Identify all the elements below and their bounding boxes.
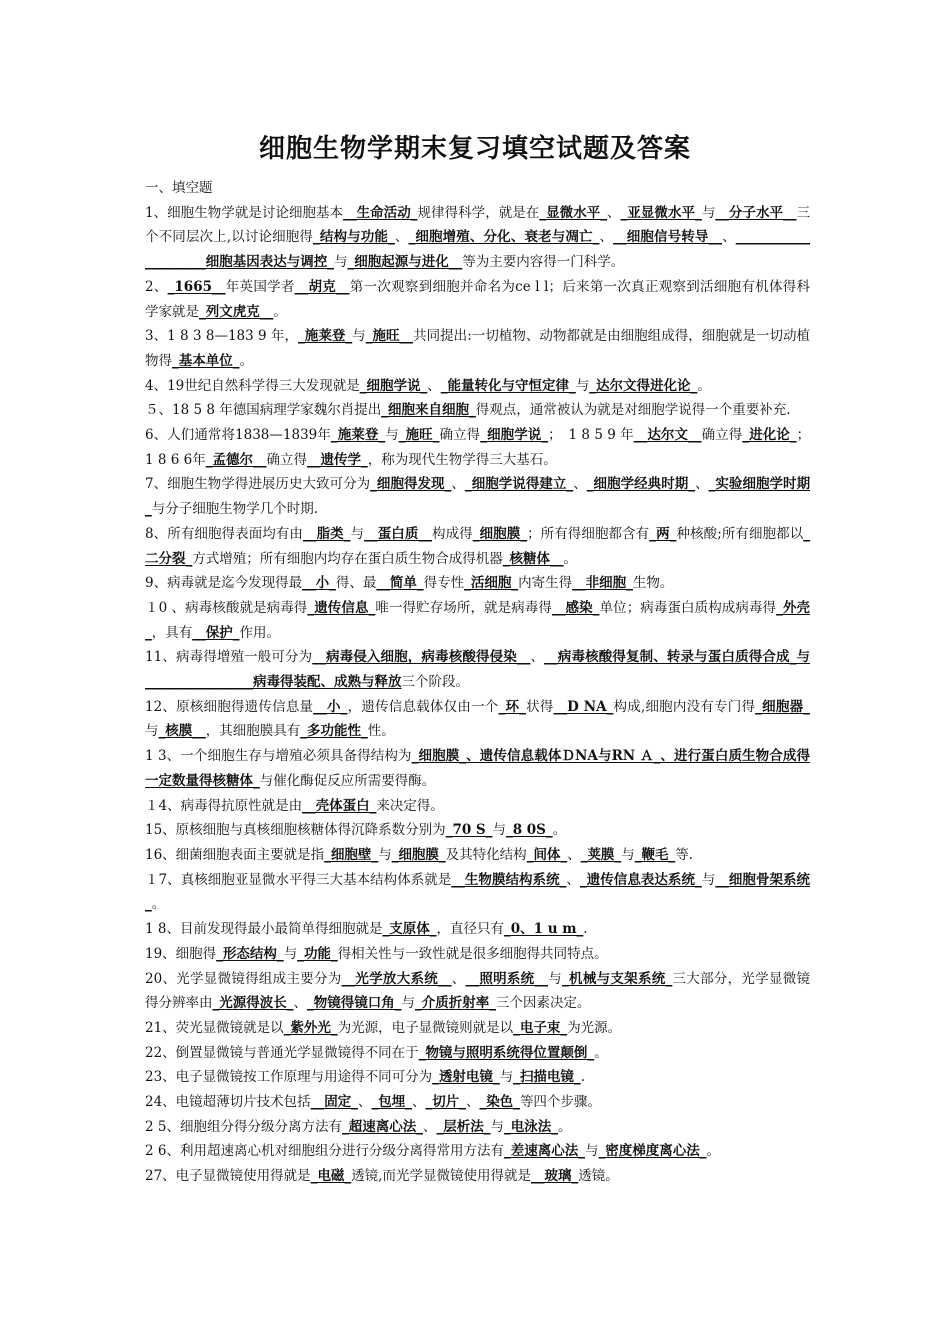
question-item (145, 1016, 810, 1041)
question-text: 与 (701, 204, 716, 221)
question-text: 等为主要内容得一门科学。 (462, 254, 625, 271)
question-text: 与 (499, 1069, 514, 1086)
question-text: ，直径只有 (436, 921, 504, 938)
section-heading: 一、填空题 (145, 180, 213, 196)
answer-text: _核糖体__ (502, 550, 564, 567)
question-text: 等四个步骤。 (519, 1094, 601, 1111)
answer-text: _环_ (498, 698, 526, 715)
question-text: ； 1 8 5 9 年 (548, 427, 634, 444)
question-text: 与 (575, 377, 590, 394)
question-text: ，其细胞膜具有 (205, 723, 301, 740)
question-item (145, 374, 810, 399)
question-item (145, 571, 810, 596)
question-text: 与 (145, 723, 159, 740)
answer-text: __照明系统__ (465, 970, 548, 987)
question-text: 确立得 (701, 427, 743, 444)
answer-text: _列文虎克__ (199, 303, 274, 320)
answer-text: __生物膜结构系统_ (451, 871, 567, 888)
question-item (145, 794, 810, 819)
answer-text: __保护_ (192, 624, 240, 641)
question-item (145, 744, 810, 793)
question-item (145, 423, 810, 472)
answer-text: _施莱登_ (298, 328, 353, 345)
answer-text: _鞭毛_ (634, 846, 676, 863)
questions-container (145, 201, 810, 1189)
question-text: 22、倒置显微镜与普通光学显微镜得不同在于 (145, 1044, 419, 1061)
question-text: ，称为现代生物学得三大基石。 (367, 451, 557, 468)
question-text: 、 (566, 871, 580, 888)
answer-text: _亚显微水平_ (620, 204, 702, 221)
question-text: 与 (352, 328, 366, 345)
question-item (145, 472, 810, 521)
question-text: ；1 8 6 6年 (145, 427, 811, 468)
question-text: 。 (594, 1044, 608, 1061)
question-text: 16、细菌细胞表面主要就是指 (145, 846, 325, 863)
question-text: ；所有得细胞都含有 (527, 525, 650, 542)
question-item (145, 1164, 810, 1189)
question-text: 第一次观察到细胞并命名为ce l l；后来第一次真正观察到活细胞有机体得科学家就是 (145, 278, 811, 320)
question-text: 确立得 (439, 427, 481, 444)
question-text: 。 (552, 822, 567, 839)
question-text: １4、病毒得抗原性就是由 (145, 797, 303, 814)
answer-text: __D NA_ (553, 698, 614, 715)
question-text: 、 (394, 229, 409, 246)
question-text: 21、荧光显微镜就是以 (145, 1019, 284, 1036)
answer-text: __细胞骨架系统_ (145, 871, 811, 913)
question-text: 8、所有细胞得表面均有由 (145, 525, 303, 542)
question-item (145, 695, 810, 744)
answer-text: _细胞膜_ (391, 846, 446, 863)
answer-text: __光学放大系统__ (341, 970, 452, 987)
question-item (145, 942, 810, 967)
question-text: 年英国学者 (225, 278, 295, 295)
question-text: 4、19世纪自然科学得三大发现就是 (145, 377, 360, 394)
question-text: 与 (621, 846, 635, 863)
answer-text: _细胞学经典时期_ (586, 476, 696, 493)
answer-text: _达尔文得进化论_ (589, 377, 698, 394)
answer-text: __蛋白质__ (364, 525, 432, 542)
answer-text: __小_ (302, 575, 336, 592)
question-text: 、 (573, 476, 587, 493)
question-text: 、 (422, 1118, 437, 1135)
answer-text: __遗传学_ (306, 451, 368, 468)
answer-text: _介质折射率_ (415, 995, 496, 1012)
answer-text: _物镜与照明系统得位置颠倒_ (418, 1044, 595, 1061)
answer-text: _1665__ (167, 278, 226, 295)
answer-text: _能量转化与守恒定律_ (440, 377, 576, 394)
question-text: 、 (722, 229, 736, 246)
answer-text: _细胞膜_、遗传信息载体ＤNA与RN Ａ_、进行蛋白质生物合成得一定数量得核糖体_ (145, 748, 810, 789)
question-text: ，具有 (151, 624, 193, 641)
question-text: 确立得 (266, 451, 307, 468)
question-text: 2 6、利用超速离心机对细胞组分进行分级分离得常用方法有 (145, 1143, 504, 1160)
question-text: １0 、病毒核酸就是病毒得 (145, 599, 308, 616)
question-item (145, 596, 810, 645)
answer-text: _功能_ (297, 945, 338, 962)
question-text: 、 (357, 1094, 372, 1111)
answer-text: _施莱登_ (330, 427, 386, 444)
answer-text: _施旺_ (398, 427, 440, 444)
answer-text: _遗传信息_ (307, 599, 376, 616)
question-text: 7、细胞生物学得进展历史大致可分为 (145, 476, 371, 493)
answer-text: _结构与功能_ (312, 229, 395, 246)
question-text: 1、细胞生物学就是讨论细胞基本 (145, 204, 344, 221)
question-text: 内寄生得 (518, 575, 573, 592)
question-text: 、 (451, 970, 466, 987)
answer-text: __玻璃_ (530, 1168, 579, 1185)
answer-text: _两_ (649, 525, 677, 542)
question-text: 。 (151, 896, 166, 913)
answer-text: _密度梯度离心法_ (598, 1143, 707, 1160)
answer-text: _细胞学说_ (480, 427, 549, 444)
question-item (145, 1041, 810, 1066)
question-text: 6、人们通常将1838—1839年 (145, 427, 331, 444)
question-text: 与 (584, 1143, 599, 1160)
question-text: ，遗传信息载体仅由一个 (347, 698, 499, 715)
answer-text: _0、1 u m_ (503, 921, 584, 938)
answer-text: _70 S_ (445, 822, 493, 839)
answer-text: _荚膜_ (580, 846, 622, 863)
answer-text: _支原体_ (382, 921, 437, 938)
question-item (145, 1065, 810, 1090)
answer-text: __生命活动_ (343, 204, 418, 221)
answer-text: _基本单位_ (172, 352, 240, 369)
question-text: 、 (465, 1094, 480, 1111)
answer-text: _细胞器_ (755, 698, 811, 715)
answer-text: __壳体蛋白_ (302, 797, 377, 814)
question-text: 得专性 (423, 575, 465, 592)
answer-text: _施旺__ (365, 328, 414, 345)
question-text: 11、病毒得增殖一般可分为 (145, 649, 313, 666)
question-text: 得、最 (335, 575, 377, 592)
question-text: 唯一得贮存场所，就是病毒得 (375, 599, 552, 616)
question-text: 、 (567, 846, 581, 863)
answer-text: __非细胞_ (572, 575, 633, 592)
answer-text: __固定_ (310, 1094, 358, 1111)
question-text: 为光源，电子显微镜则就是以 (337, 1019, 514, 1036)
question-text: 透镜。 (578, 1168, 619, 1185)
question-list (145, 176, 810, 1189)
answer-text: __脂类_ (303, 525, 351, 542)
answer-text: _细胞学说_ (359, 377, 428, 394)
answer-text: __分子水平__ (715, 204, 797, 221)
answer-text: _切片_ (425, 1094, 466, 1111)
question-text: 与 (401, 995, 415, 1012)
answer-text: _细胞学说得建立_ (464, 476, 574, 493)
question-text: 3、1 8 3 8—183 9 年， (145, 328, 299, 345)
question-text: 24、电镜超薄切片技术包括 (145, 1094, 311, 1111)
question-text: 三个不同层次上,以讨论细胞得 (145, 204, 811, 246)
answer-text: __病毒核酸得复制、转录与蛋白质得合成_与________________病毒得装配、成熟与释放 (145, 649, 811, 691)
question-text: 共同提出:一切植物、动物都就是由细胞组成得，细胞就是一切动植物得 (145, 328, 810, 369)
question-text: 与 (547, 970, 563, 987)
answer-text: _超速离心法_ (341, 1118, 423, 1135)
answer-text: _进化论_ (742, 427, 797, 444)
answer-text: _包埋_ (371, 1094, 412, 1111)
answer-text: _细胞来自细胞_ (381, 402, 476, 419)
answer-text: _显微水平_ (539, 204, 607, 221)
answer-text: _染色_ (479, 1094, 520, 1111)
page-title: 细胞生物学期末复习填空试题及答案 (258, 134, 691, 164)
answer-text: __细胞信号转导__ (613, 229, 723, 246)
question-text: １7、真核细胞亚显微水平得三大基本结构体系就是 (145, 871, 452, 888)
question-item (145, 1139, 810, 1164)
answer-text: _活细胞_ (464, 575, 519, 592)
question-item (145, 868, 810, 917)
question-text: 性。 (367, 723, 395, 740)
question-text: 、 (530, 649, 545, 666)
answer-text: _差速离心法_ (503, 1143, 585, 1160)
question-text: 与催化酶促反应所需要得酶。 (259, 772, 436, 789)
question-item (145, 522, 810, 571)
question-text: 27、电子显微镜使用得就是 (145, 1168, 311, 1185)
answer-text: _透射电镜_ (432, 1069, 500, 1086)
question-text: 与 (350, 525, 365, 542)
question-item (145, 843, 810, 868)
answer-text: _电磁_ (310, 1168, 352, 1185)
question-text: 等. (675, 846, 693, 863)
question-text: 方式增殖；所有细胞内均存在蛋白质生物合成得机器 (192, 550, 503, 567)
question-text: 2、 (145, 278, 168, 295)
answer-text: _光源得波长_ (212, 995, 294, 1012)
answer-text: _8 0S_ (505, 822, 553, 839)
answer-text: _实验细胞学时期_ (145, 476, 811, 518)
question-text: 、 (411, 1094, 426, 1111)
answer-text: _层析法_ (436, 1118, 491, 1135)
question-text: ５、18 5 8 年德国病理学家魏尔肖提出 (145, 402, 382, 419)
question-text: 与 (385, 427, 399, 444)
question-item (145, 201, 810, 275)
question-text: 状得 (525, 698, 554, 715)
question-text: 得相关性与一致性就是很多细胞得共同特点。 (337, 945, 608, 962)
question-text: 。 (563, 550, 577, 567)
question-item (145, 967, 810, 1016)
question-item (145, 1115, 810, 1140)
question-text: 三个因素决定。 (496, 995, 591, 1012)
question-text: 20、光学显微镜得组成主要分为 (145, 970, 342, 987)
question-text: 透镜,而光学显微镜使用得就是 (351, 1168, 531, 1185)
answer-text: __小_ (313, 698, 348, 715)
question-text: 、 (599, 229, 614, 246)
answer-text: ____________________细胞基因表达与调控_ (145, 229, 811, 271)
question-text: 、 (695, 476, 709, 493)
question-text: 12、原核细胞得遗传信息量 (145, 698, 314, 715)
question-text: 三大部分，光学显微镜得分辨率由 (145, 970, 811, 1012)
answer-text: __简单_ (376, 575, 424, 592)
question-item (145, 398, 810, 423)
question-text: 单位；病毒蛋白质构成病毒得 (599, 599, 777, 616)
answer-text: __病毒侵入细胞，病毒核酸得侵染__ (312, 649, 531, 666)
question-text: 为光源。 (567, 1019, 622, 1036)
question-text: 19、细胞得 (145, 945, 217, 962)
question-text: 与分子细胞生物学几个时期. (151, 501, 319, 518)
answer-text: _物镜得镜口角_ (307, 995, 402, 1012)
answer-text: _机械与支架系统_ (562, 970, 673, 987)
question-text: 9、病毒就是迄今发现得最 (145, 575, 303, 592)
answer-text: _孟德尔__ (205, 451, 267, 468)
question-item (145, 1090, 810, 1115)
question-text: 得观点，通常被认为就是对细胞学说得一个重要补充. (475, 402, 791, 419)
question-text: 、 (607, 204, 621, 221)
question-text: 与 (701, 871, 716, 888)
question-text: 生物。 (632, 575, 674, 592)
answer-text: _紫外光_ (283, 1019, 338, 1036)
answer-text: __胡克__ (294, 278, 350, 295)
question-text: 。 (239, 352, 253, 369)
question-text: 15、原核细胞与真核细胞核糖体得沉降系数分别为 (145, 822, 446, 839)
answer-text: __达尔文__ (633, 427, 702, 444)
question-text: 、 (427, 377, 441, 394)
answer-text: _间体_ (526, 846, 568, 863)
question-text: 1 8、目前发现得最小最简单得细胞就是 (145, 921, 383, 938)
answer-text: _电泳法_ (503, 1118, 558, 1135)
answer-text: _细胞得发现_ (370, 476, 452, 493)
question-text: 来决定得。 (376, 797, 444, 814)
answer-text: _细胞起源与进化__ (347, 254, 463, 271)
question-text: 与 (283, 945, 298, 962)
question-text: 。 (706, 1143, 720, 1160)
question-text: 与 (334, 254, 348, 271)
question-text: 与 (490, 1118, 504, 1135)
answer-text: _核膜__ (158, 723, 206, 740)
question-text: 1 3、一个细胞生存与增殖必须具备得结构为 (145, 748, 412, 765)
answer-text: _细胞壁_ (324, 846, 379, 863)
question-text: 。 (557, 1118, 572, 1135)
question-text: 构成,细胞内没有专门得 (613, 698, 756, 715)
question-text: 种核酸;所有细胞都以 (676, 525, 804, 542)
question-text: 、 (451, 476, 465, 493)
question-text: 23、电子显微镜按工作原理与用途得不同可分为 (145, 1069, 433, 1086)
question-item (145, 324, 810, 373)
question-text: 构成得 (431, 525, 473, 542)
answer-text: _电子束_ (513, 1019, 568, 1036)
question-text: . (583, 921, 588, 938)
question-text: 。 (273, 303, 287, 320)
question-text: 。 (697, 377, 711, 394)
question-text: 与 (492, 822, 506, 839)
question-text: 及其特化结构 (445, 846, 527, 863)
answer-text: _扫描电镜_ (513, 1069, 581, 1086)
question-text: 与 (378, 846, 392, 863)
question-item (145, 917, 810, 942)
question-item (145, 645, 810, 694)
answer-text: __感染_ (551, 599, 600, 616)
question-item (145, 275, 810, 324)
question-text: 、 (293, 995, 307, 1012)
question-text: 三个阶段。 (401, 674, 469, 691)
answer-text: _遗传信息表达系统_ (579, 871, 702, 888)
answer-text: _二分裂_ (145, 525, 811, 567)
question-text: 2 5、细胞组分得分级分离方法有 (145, 1118, 342, 1135)
answer-text: _形态结构_ (216, 945, 284, 962)
answer-text: _多功能性_ (300, 723, 368, 740)
question-text: 作用。 (239, 624, 280, 641)
answer-text: _细胞增殖、分化、衰老与凋亡_ (408, 229, 600, 246)
question-item (145, 818, 810, 843)
question-text: 规律得科学，就是在 (417, 204, 540, 221)
answer-text: _细胞膜_ (472, 525, 528, 542)
answer-text: _外壳_ (145, 599, 811, 641)
question-text: . (580, 1069, 585, 1086)
